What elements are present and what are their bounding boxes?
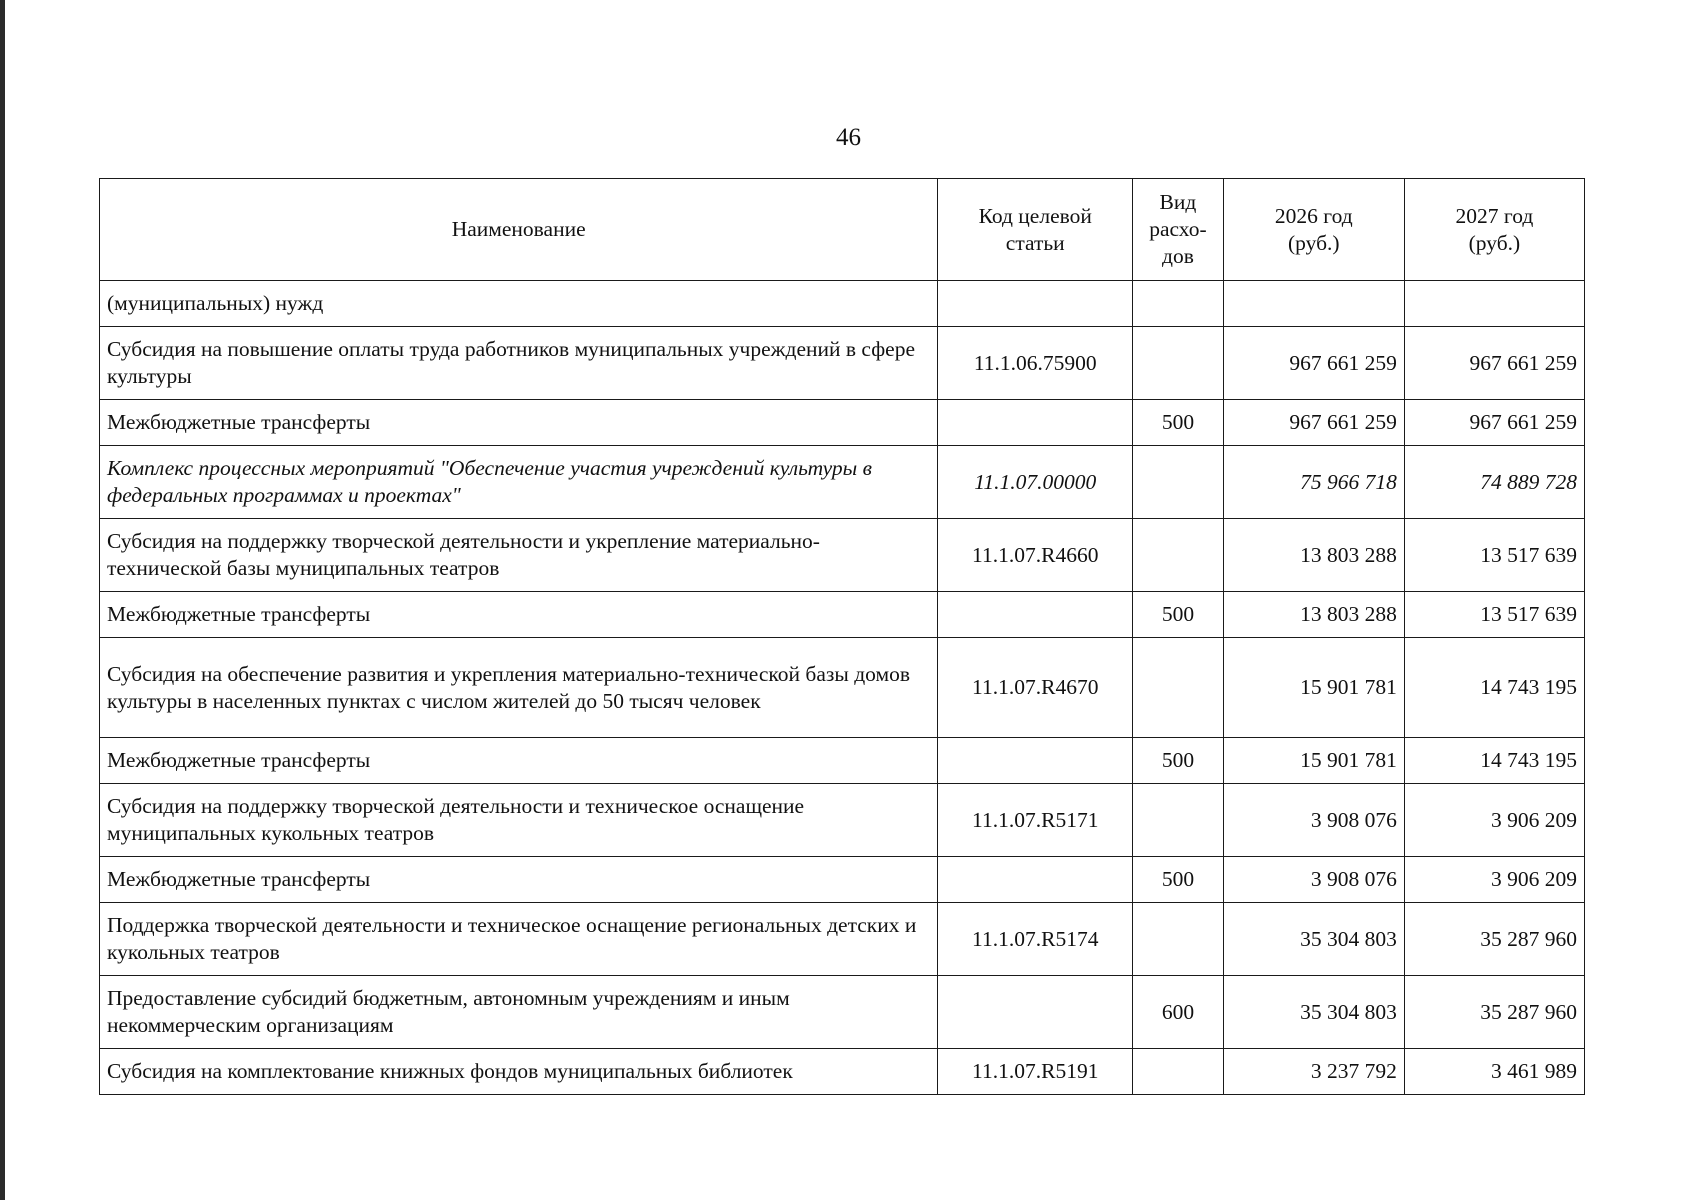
header-type-label: Вид расхо-дов <box>1149 190 1207 268</box>
header-2027 <box>1404 179 1584 281</box>
scan-edge <box>0 0 5 1200</box>
row-code: 11.1.07.R5174 <box>938 903 1133 976</box>
row-2026: 15 901 781 <box>1223 638 1404 738</box>
row-2026: 35 304 803 <box>1223 903 1404 976</box>
header-name: Наименование <box>100 179 938 281</box>
row-type: 500 <box>1133 400 1224 446</box>
row-name: Предоставление субсидий бюджетным, автономным учреждениям и иным некоммерческим организациям <box>100 976 938 1049</box>
row-type <box>1133 1049 1224 1095</box>
row-code <box>938 592 1133 638</box>
row-type <box>1133 281 1224 327</box>
table-row <box>100 903 1585 976</box>
row-name: Межбюджетные трансферты <box>100 738 938 784</box>
row-2026: 13 803 288 <box>1223 519 1404 592</box>
row-2026: 15 901 781 <box>1223 738 1404 784</box>
header-code-label: Код целевой статьи <box>978 203 1092 255</box>
table-row <box>100 446 1585 519</box>
row-2026: 3 908 076 <box>1223 784 1404 857</box>
row-name: Субсидия на комплектование книжных фондов муниципальных библиотек <box>100 1049 938 1095</box>
row-2027: 967 661 259 <box>1404 327 1584 400</box>
row-name: Межбюджетные трансферты <box>100 857 938 903</box>
header-code <box>938 179 1133 281</box>
row-type <box>1133 327 1224 400</box>
row-type <box>1133 784 1224 857</box>
table-header-row <box>100 179 1585 281</box>
row-2026: 967 661 259 <box>1223 400 1404 446</box>
row-code: 11.1.06.75900 <box>938 327 1133 400</box>
row-2027: 14 743 195 <box>1404 738 1584 784</box>
row-2027: 3 906 209 <box>1404 857 1584 903</box>
row-type <box>1133 519 1224 592</box>
row-2026: 13 803 288 <box>1223 592 1404 638</box>
row-2027: 13 517 639 <box>1404 519 1584 592</box>
row-code: 11.1.07.R4670 <box>938 638 1133 738</box>
row-code: 11.1.07.R4660 <box>938 519 1133 592</box>
row-code: 11.1.07.R5171 <box>938 784 1133 857</box>
row-2027: 3 461 989 <box>1404 1049 1584 1095</box>
header-type <box>1133 179 1224 281</box>
row-code <box>938 281 1133 327</box>
row-type: 500 <box>1133 738 1224 784</box>
table-row <box>100 738 1585 784</box>
row-2027: 35 287 960 <box>1404 903 1584 976</box>
row-type <box>1133 638 1224 738</box>
header-2027-label: 2027 год (руб.) <box>1455 203 1534 255</box>
header-2026 <box>1223 179 1404 281</box>
row-name: Межбюджетные трансферты <box>100 400 938 446</box>
row-type: 500 <box>1133 857 1224 903</box>
row-name: Комплекс процессных мероприятий "Обеспечение участия учреждений культуры в федеральных программах и проектах" <box>100 446 938 519</box>
row-type <box>1133 446 1224 519</box>
table-row <box>100 281 1585 327</box>
row-code <box>938 976 1133 1049</box>
row-code <box>938 738 1133 784</box>
table-row <box>100 1049 1585 1095</box>
row-name: Субсидия на поддержку творческой деятельности и укрепление материально-технической базы муниципальных театров <box>100 519 938 592</box>
row-2026: 3 237 792 <box>1223 1049 1404 1095</box>
row-name: Субсидия на обеспечение развития и укрепления материально-технической базы домов культуры в населенных пунктах с числом жителей до 50 тысяч человек <box>100 638 938 738</box>
table-row <box>100 592 1585 638</box>
row-name: Субсидия на повышение оплаты труда работников муниципальных учреждений в сфере культуры <box>100 327 938 400</box>
row-code: 11.1.07.00000 <box>938 446 1133 519</box>
row-2026: 35 304 803 <box>1223 976 1404 1049</box>
row-name: Субсидия на поддержку творческой деятельности и техническое оснащение муниципальных кукольных театров <box>100 784 938 857</box>
row-type: 500 <box>1133 592 1224 638</box>
row-2027: 14 743 195 <box>1404 638 1584 738</box>
row-2026: 75 966 718 <box>1223 446 1404 519</box>
row-code <box>938 400 1133 446</box>
row-2027: 13 517 639 <box>1404 592 1584 638</box>
row-name: Межбюджетные трансферты <box>100 592 938 638</box>
page-number: 46 <box>836 124 861 151</box>
row-name: Поддержка творческой деятельности и техническое оснащение региональных детских и кукольных театров <box>100 903 938 976</box>
table-row <box>100 400 1585 446</box>
row-type: 600 <box>1133 976 1224 1049</box>
row-type <box>1133 903 1224 976</box>
row-2027: 967 661 259 <box>1404 400 1584 446</box>
row-code <box>938 857 1133 903</box>
header-2026-label: 2026 год (руб.) <box>1274 203 1353 255</box>
table-row <box>100 519 1585 592</box>
row-2026: 3 908 076 <box>1223 857 1404 903</box>
table-row <box>100 976 1585 1049</box>
row-name: (муниципальных) нужд <box>100 281 938 327</box>
row-2026: 967 661 259 <box>1223 327 1404 400</box>
row-2026 <box>1223 281 1404 327</box>
row-2027: 74 889 728 <box>1404 446 1584 519</box>
row-2027: 3 906 209 <box>1404 784 1584 857</box>
table-row <box>100 857 1585 903</box>
table-row <box>100 327 1585 400</box>
row-2027: 35 287 960 <box>1404 976 1584 1049</box>
budget-table <box>99 178 1585 1095</box>
table-row <box>100 784 1585 857</box>
row-code: 11.1.07.R5191 <box>938 1049 1133 1095</box>
row-2027 <box>1404 281 1584 327</box>
table-row <box>100 638 1585 738</box>
